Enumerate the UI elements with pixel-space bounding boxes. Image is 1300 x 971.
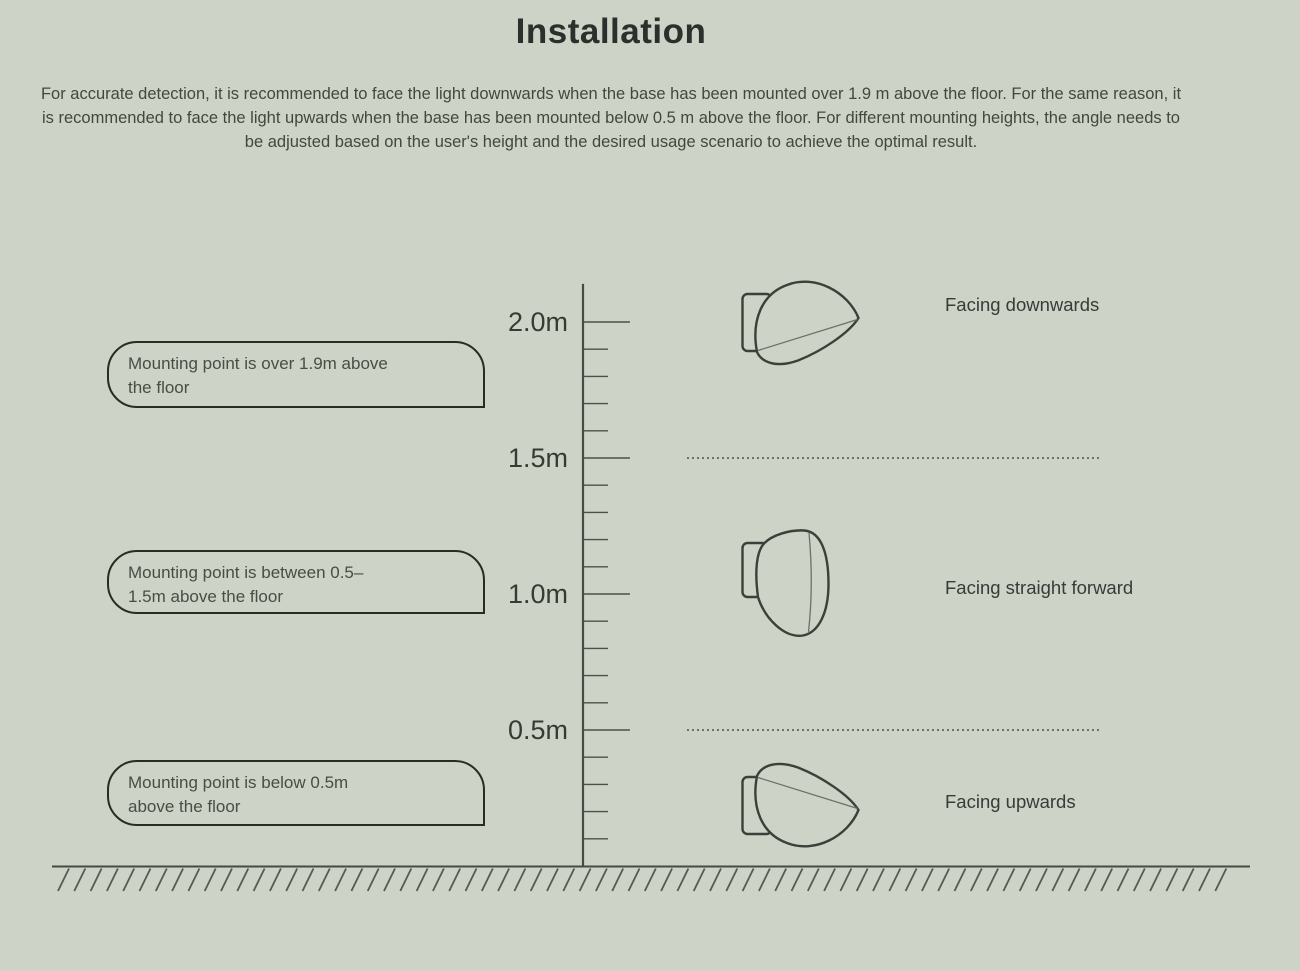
label-facing-straight-forward: Facing straight forward	[945, 577, 1134, 598]
ruler-label-2-0m: 2.0m	[507, 307, 568, 337]
device-illustration-facing-downwards	[743, 282, 859, 364]
page-title: Installation	[515, 12, 707, 51]
callout-between-0-5-and-1-5m	[107, 550, 485, 614]
device-head	[755, 764, 858, 846]
callout-line: above the floor	[128, 797, 241, 816]
ruler-label-1-0m: 1.0m	[507, 579, 568, 609]
callout-line: Mounting point is between 0.5–	[128, 563, 364, 582]
device-illustration-facing-upwards	[743, 764, 859, 846]
ruler-label-0-5m: 0.5m	[507, 715, 568, 745]
device-illustration-facing-straight-forward	[743, 530, 829, 635]
ruler-label-1-5m: 1.5m	[507, 443, 568, 473]
callout-below-0-5m	[107, 760, 485, 826]
device-head	[755, 282, 858, 364]
label-facing-downwards: Facing downwards	[945, 294, 1100, 315]
intro-paragraph: For accurate detection, it is recommended to face the light downwards when the base has been mounted over 1.9 m above the floor. For the same reason, it is recommended to face the light upwards when the base has been mounted below 0.5 m above the floor. For different mounting heights, the angle needs to be adjusted based on the user's height and the desired usage scenario to achieve the optimal result.	[40, 85, 1182, 151]
callout-line: Mounting point is over 1.9m above	[128, 354, 388, 373]
callout-over-1-9m	[107, 341, 485, 408]
callout-line: the floor	[128, 378, 190, 397]
callout-line: 1.5m above the floor	[128, 587, 283, 606]
label-facing-upwards: Facing upwards	[945, 791, 1076, 812]
callout-line: Mounting point is below 0.5m	[128, 773, 349, 792]
device-head	[756, 530, 828, 635]
